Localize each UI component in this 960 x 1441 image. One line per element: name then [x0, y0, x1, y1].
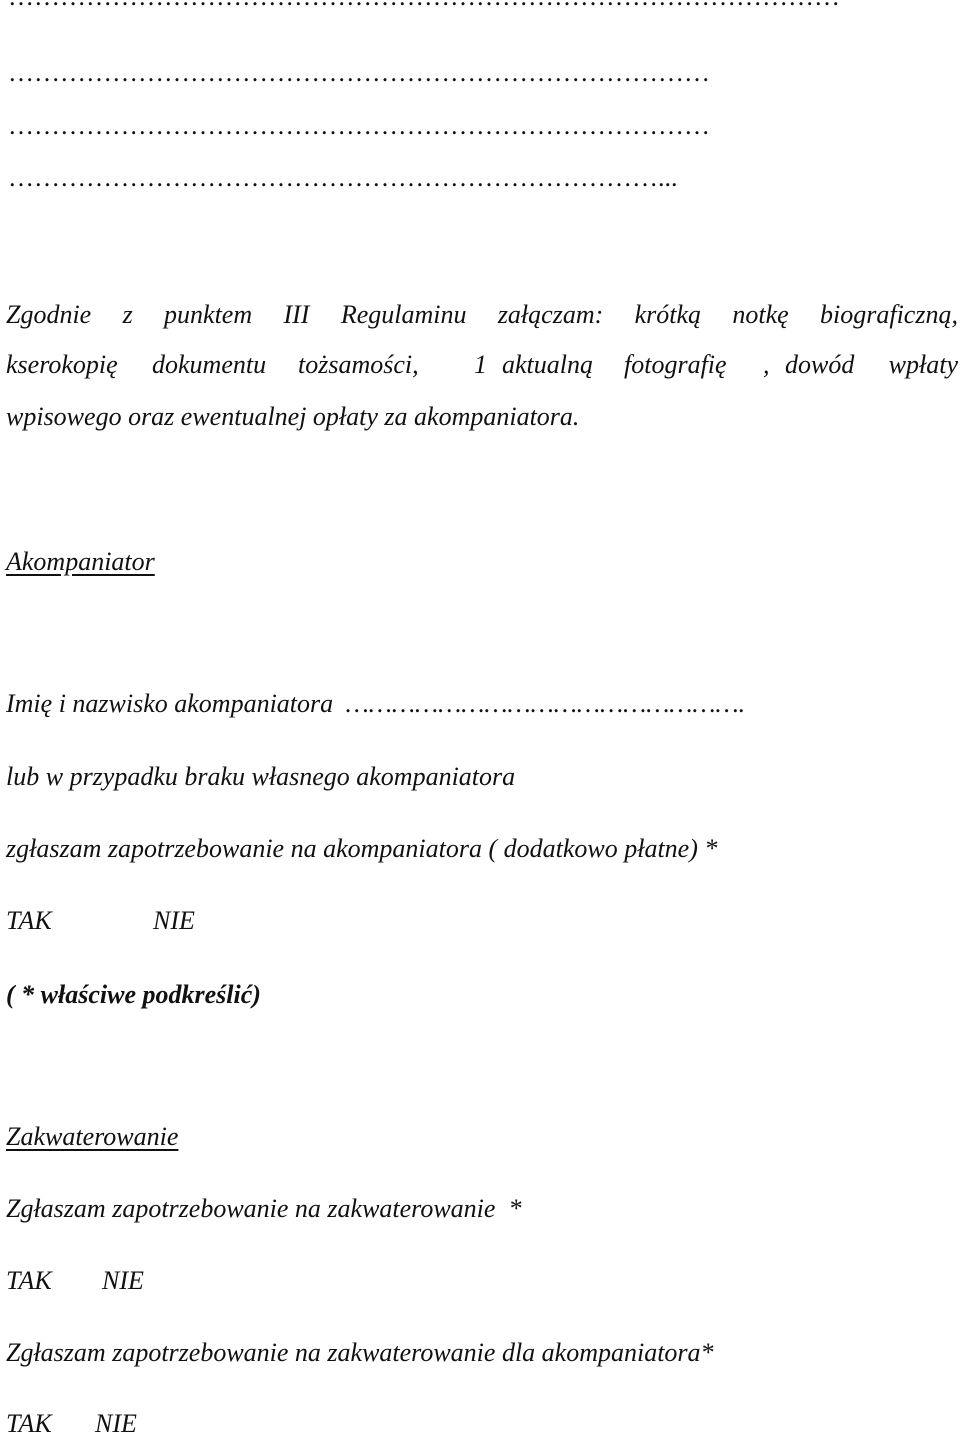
word: dowód [785, 350, 855, 379]
option-yes[interactable]: TAK [6, 906, 52, 935]
accompanist-name-dots[interactable]: ……………………………………………. [345, 689, 746, 718]
word: punktem [164, 300, 253, 329]
word: z [122, 300, 133, 329]
word: 1 [474, 350, 487, 379]
word: III [283, 300, 310, 329]
accompanist-name-label: Imię i nazwisko akompaniatora [6, 689, 334, 718]
dotted-line-1 [8, 0, 840, 10]
option-yes[interactable]: TAK [6, 1409, 52, 1438]
dotted-line-3: ……………………………………………………………………… [8, 111, 710, 140]
word: fotografię [624, 350, 727, 379]
no-accompanist-line: lub w przypadku braku własnego akompaniatora [6, 762, 516, 791]
section-heading-accompanist: Akompaniator [6, 547, 155, 576]
word: kserokopię [6, 350, 118, 379]
accompanist-accommodation-options [6, 1411, 406, 1441]
accommodation-request-line: Zgłaszam zapotrzebowanie na zakwaterowanie * [6, 1194, 522, 1223]
option-no[interactable]: NIE [153, 906, 195, 935]
attachments-line-3: wpisowego oraz ewentualnej opłaty za akompaniatora. [6, 402, 580, 431]
accommodation-options [6, 1268, 406, 1298]
word: dokumentu [152, 350, 267, 379]
option-no[interactable]: NIE [102, 1266, 144, 1295]
word: , [763, 350, 770, 379]
dotted-line-2: ……………………………………………………………………… [8, 58, 710, 87]
section-heading-accommodation: Zakwaterowanie [6, 1122, 179, 1151]
accompanist-accommodation-request-line: Zgłaszam zapotrzebowanie na zakwaterowanie dla akompaniatora* [6, 1338, 714, 1367]
word: Regulaminu [340, 300, 467, 329]
word: aktualną [502, 350, 593, 379]
word: wpłaty [888, 350, 958, 379]
accompanist-name-row [6, 691, 745, 717]
word: załączam: [497, 300, 604, 329]
attachments-line-1 [6, 302, 958, 328]
word: tożsamości, [298, 350, 419, 379]
dotted-line-4: …………………………………………………………………... [8, 163, 678, 192]
accompanist-request-line: zgłaszam zapotrzebowanie na akompaniatora ( dodatkowo płatne) * [6, 834, 718, 863]
accompanist-options [6, 908, 406, 938]
option-no[interactable]: NIE [95, 1409, 137, 1438]
option-yes[interactable]: TAK [6, 1266, 52, 1295]
underline-note: ( * właściwe podkreślić) [6, 980, 261, 1009]
word: Zgodnie [6, 300, 92, 329]
word: notkę [732, 300, 789, 329]
word: krótką [634, 300, 702, 329]
word: biograficzną, [820, 300, 958, 329]
